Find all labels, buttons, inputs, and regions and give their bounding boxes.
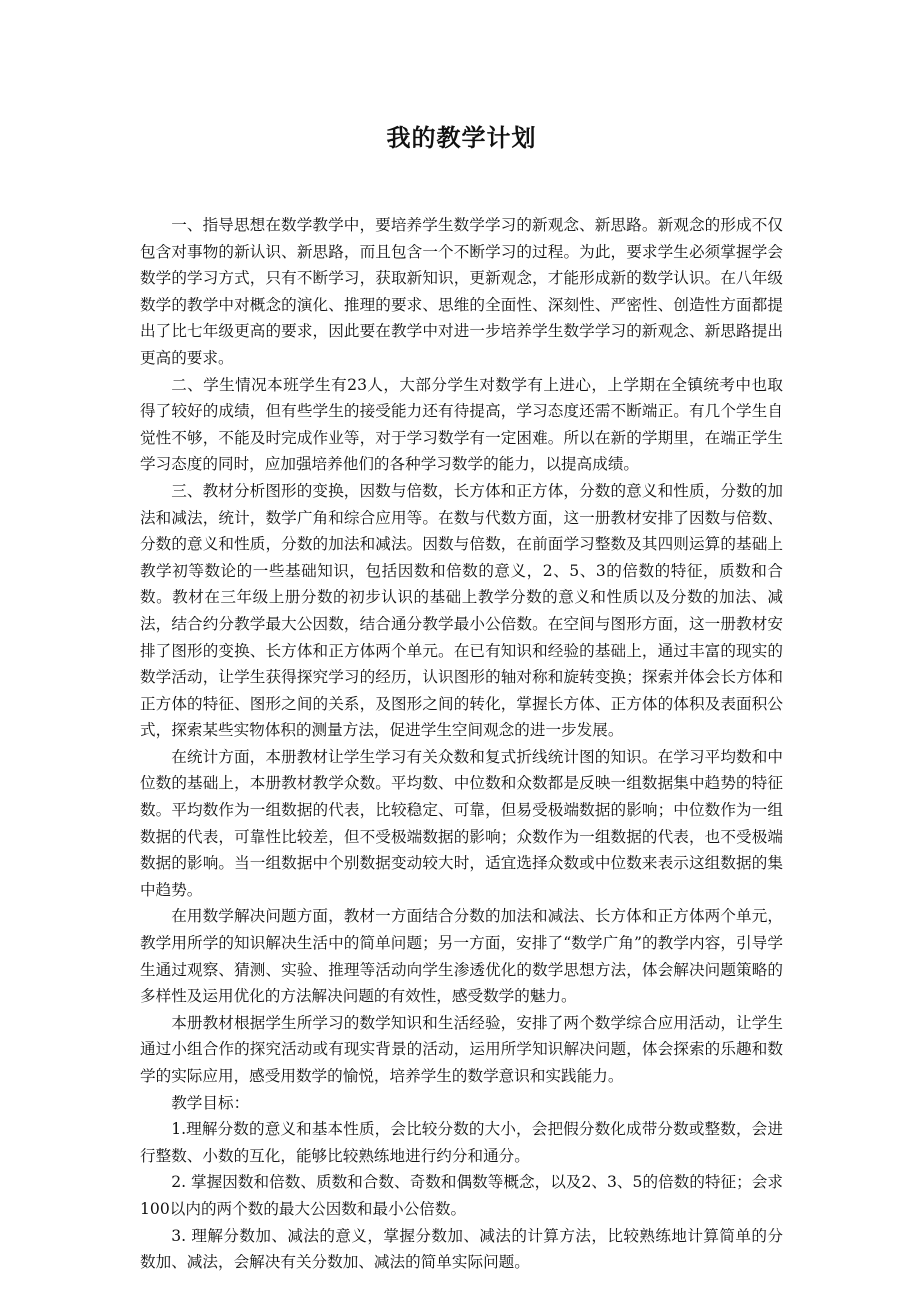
paragraph-teaching-goals-heading: 教学目标： bbox=[171, 1093, 250, 1112]
paragraph-textbook-analysis: 三、教材分析图形的变换，因数与倍数，长方体和正方体，分数的意义和性质，分数的加法和减法，统计，数学广角和综合应用等。在数与代数方面，这一册教材安排了因数与倍数、分数的意义和性质，分数的加法和减法。因数与倍数，在前面学习整数及其四则运算的基础上教学初等数论的一些基础知识，包括因数和倍数的意义，2、5、3的倍数的特征，质数和合数。教材在三年级上册分数的初步认识的基础上教学分数的意义和性质以及分数的加法、减法，结合约分教学最大公因数，结合通分教学最小公倍数。在空间与图形方面，这一册教材安排了图形的变换、长方体和正方体两个单元。在已有知识和经验的基础上，通过丰富的现实的数学活动，让学生获得探究学习的经历，认识图形的轴对称和旋转变换；探索并体会长方体和正方体的特征、图形之间的关系，及图形之间的转化，掌握长方体、正方体的体积及表面积公式，探索某些实物体积的测量方法，促进学生空间观念的进一步发展。 bbox=[140, 481, 783, 740]
paragraph-guiding-ideology: 一、指导思想在数学教学中，要培养学生数学学习的新观念、新思路。新观念的形成不仅包含对事物的新认识、新思路，而且包含一个不断学习的过程。为此，要求学生必须掌握学会数学的学习方式，只有不断学习，获取新知识，更新观念，才能形成新的数学认识。在八年级数学的教学中对概念的演化、推理的要求、思维的全面性、深刻性、严密性、创造性方面都提出了比七年级更高的要求，因此要在教学中对进一步培养学生数学学习的新观念、新思路提出更高的要求。 bbox=[140, 216, 783, 367]
paragraph-goal-3: 3. 理解分数加、减法的意义，掌握分数加、减法的计算方法，比较熟练地计算简单的分数加、减法，会解决有关分数加、减法的简单实际问题。 bbox=[140, 1226, 783, 1272]
paragraph-problem-solving: 在用数学解决问题方面，教材一方面结合分数的加法和减法、长方体和正方体两个单元，教学用所学的知识解决生活中的简单问题；另一方面，安排了“数学广角”的教学内容，引导学生通过观察、猜测、实验、推理等活动向学生渗透优化的数学思想方法，体会解决问题策略的多样性及运用优化的方法解决问题的有效性，感受数学的魅力。 bbox=[140, 907, 783, 1006]
paragraph-goal-1: 1.理解分数的意义和基本性质，会比较分数的大小，会把假分数化成带分数或整数，会进行整数、小数的互化，能够比较熟练地进行约分和通分。 bbox=[140, 1120, 783, 1165]
paragraph-student-situation: 二、学生情况本班学生有23人，大部分学生对数学有上进心，上学期在全镇统考中也取得了较好的成绩，但有些学生的接受能力还有待提高，学习态度还需不断端正。有几个学生自觉性不够，不能及时完成作业等，对于学习数学有一定困难。所以在新的学期里，在端正学生学习态度的同时，应加强培养他们的各种学习数学的能力，以提高成绩。 bbox=[140, 375, 783, 474]
document-body bbox=[140, 212, 783, 1276]
document-title: 我的教学计划 bbox=[386, 123, 537, 152]
paragraph-statistics: 在统计方面，本册教材让学生学习有关众数和复式折线统计图的知识。在学习平均数和中位数的基础上，本册教材教学众数。平均数、中位数和众数都是反映一组数据集中趋势的特征数。平均数作为一组数据的代表，比较稳定、可靠，但易受极端数据的影响；中位数作为一组数据的代表，可靠性比较差，但不受极端数据的影响；众数作为一组数据的代表，也不受极端数据的影响。当一组数据中个别数据变动较大时，适宜选择众数或中位数来表示这组数据的集中趋势。 bbox=[140, 747, 783, 899]
paragraph-goal-2: 2. 掌握因数和倍数、质数和合数、奇数和偶数等概念，以及2、3、5的倍数的特征；会求100以内的两个数的最大公因数和最小公倍数。 bbox=[140, 1173, 783, 1218]
paragraph-comprehensive-application: 本册教材根据学生所学习的数学知识和生活经验，安排了两个数学综合应用活动，让学生通过小组合作的探究活动或有现实背景的活动，运用所学知识解决问题，体会探索的乐趣和数学的实际应用，感受用数学的愉悦，培养学生的数学意识和实践能力。 bbox=[140, 1013, 783, 1085]
